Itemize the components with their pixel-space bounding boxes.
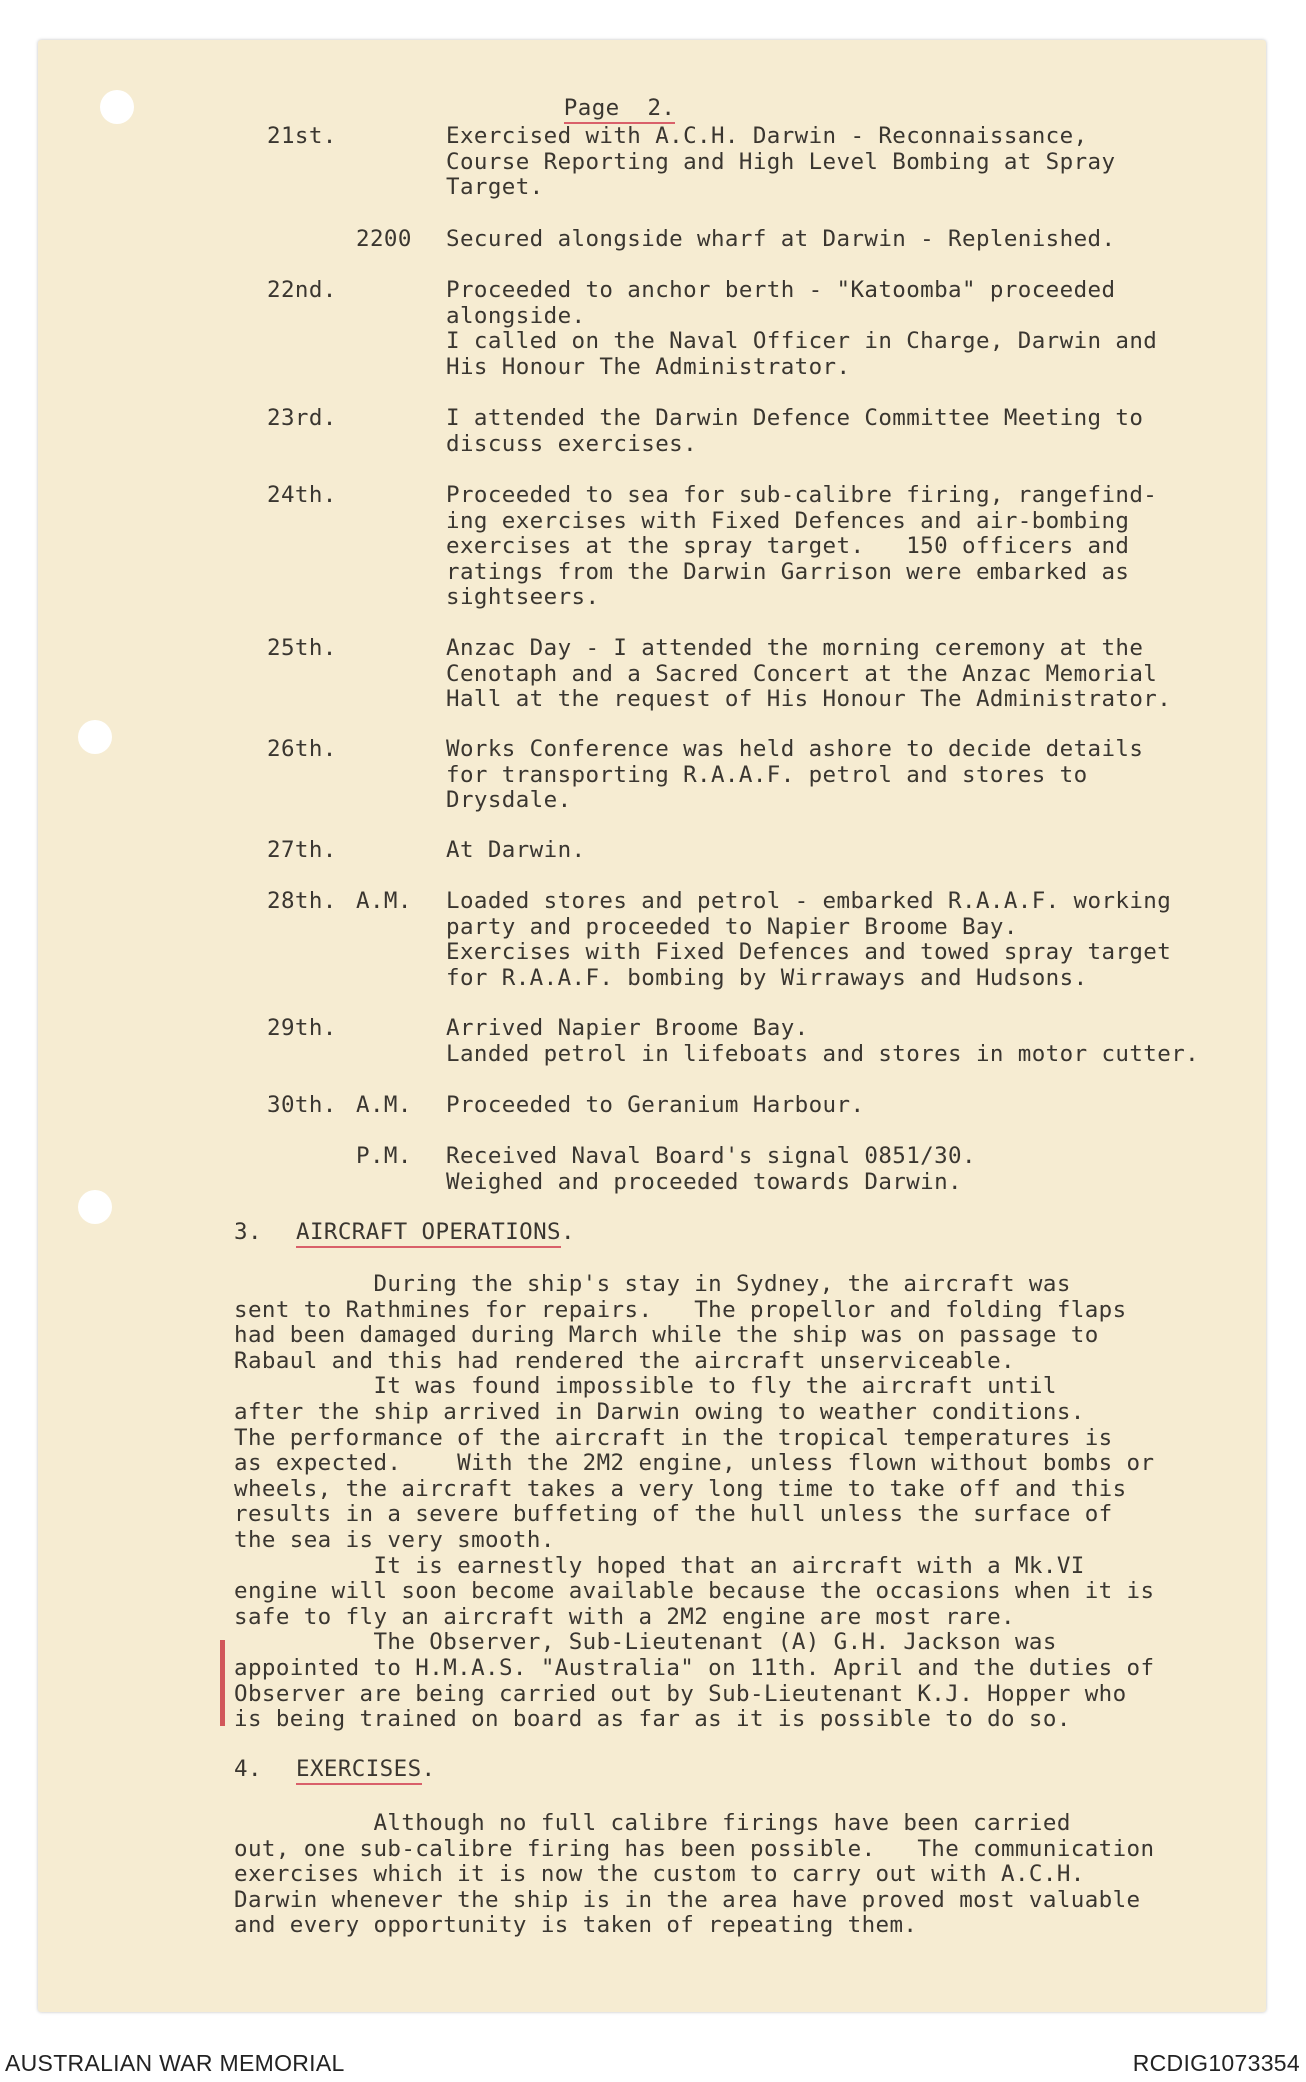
body-line: engine will soon become available because the occasions when it is (234, 1578, 1155, 1605)
body-line: Although no full calibre firings have been carried (234, 1810, 1071, 1836)
diary-line: party and proceeded to Napier Broome Bay. (446, 913, 1018, 940)
body-line: had been damaged during March while the ship was on passage to (234, 1322, 1099, 1349)
diary-line: Weighed and proceeded towards Darwin. (446, 1168, 963, 1195)
section-number: 4. (234, 1756, 262, 1782)
body-line: The Observer, Sub-Lieutenant (A) G.H. Jackson was (234, 1629, 1057, 1656)
diary-line: ratings from the Darwin Garrison were embarked as (446, 558, 1130, 585)
diary-line: Received Naval Board's signal 0851/30. (446, 1143, 976, 1169)
diary-line: Arrived Napier Broome Bay. (446, 1015, 809, 1041)
body-line: results in a severe buffeting of the hull unless the surface of (234, 1501, 1113, 1528)
diary-date: 27th. (267, 837, 337, 863)
body-line: safe to fly an aircraft with a 2M2 engine are most rare. (234, 1603, 1015, 1630)
diary-date: 23rd. (267, 405, 337, 431)
heading-period: . (560, 1219, 575, 1245)
diary-line: Target. (446, 174, 544, 201)
body-line: The performance of the aircraft in the tropical temperatures is (234, 1424, 1113, 1451)
diary-date: 21st. (267, 123, 337, 149)
body-line: During the ship's stay in Sydney, the aircraft was (234, 1271, 1071, 1297)
punch-hole (100, 90, 134, 124)
body-line: after the ship arrived in Darwin owing to weather conditions. (234, 1399, 1085, 1425)
body-line: appointed to H.M.A.S. "Australia" on 11th. April and the duties of (234, 1655, 1155, 1681)
diary-line: sightseers. (446, 584, 600, 611)
section-heading (296, 1757, 435, 1783)
body-line: and every opportunity is taken of repeating them. (234, 1912, 918, 1939)
diary-line: Secured alongside wharf at Darwin - Replenished. (446, 226, 1116, 252)
diary-line: ing exercises with Fixed Defences and air-bombing (446, 507, 1130, 534)
diary-line: I attended the Darwin Defence Committee Meeting to (446, 405, 1144, 431)
diary-line: At Darwin. (446, 837, 586, 863)
body-line: It was found impossible to fly the aircraft until (234, 1373, 1057, 1400)
diary-line: Exercises with Fixed Defences and towed spray target (446, 939, 1172, 966)
diary-date: 25th. (267, 635, 337, 661)
body-line: the sea is very smooth. (234, 1527, 555, 1553)
diary-line: His Honour The Administrator. (446, 353, 851, 380)
diary-time: A.M. (356, 888, 412, 914)
body-line: as expected. With the 2M2 engine, unless flown without bombs or (234, 1450, 1155, 1477)
footer-right: RCDIG1073354 (1132, 2050, 1300, 2076)
diary-line: Loaded stores and petrol - embarked R.A.A.F. working (446, 888, 1172, 914)
heading-period: . (421, 1756, 436, 1782)
diary-date: 29th. (267, 1015, 337, 1041)
diary-time: P.M. (356, 1143, 412, 1169)
body-line: It is earnestly hoped that an aircraft with a Mk.VI (234, 1552, 1085, 1579)
section-heading-text: AIRCRAFT OPERATIONS (296, 1219, 561, 1248)
punch-hole (78, 1190, 112, 1224)
page-heading-text: Page 2. (564, 95, 676, 124)
diary-date: 24th. (267, 482, 337, 508)
diary-line: I called on the Naval Officer in Charge, Darwin and (446, 328, 1158, 355)
diary-line: Course Reporting and High Level Bombing at Spray (446, 148, 1116, 175)
diary-line: Works Conference was held ashore to decide details (446, 736, 1144, 762)
section-number: 3. (234, 1219, 262, 1245)
diary-time: A.M. (356, 1092, 412, 1118)
body-line: is being trained on board as far as it is possible to do so. (234, 1706, 1071, 1733)
diary-line: discuss exercises. (446, 430, 698, 457)
body-line: Darwin whenever the ship is in the area have proved most valuable (234, 1886, 1141, 1913)
diary-date: 22nd. (267, 277, 337, 303)
diary-line: alongside. (446, 302, 586, 329)
diary-line: Drysdale. (446, 787, 572, 814)
diary-date: 26th. (267, 736, 337, 762)
section-heading-text: EXERCISES (296, 1756, 422, 1785)
diary-line: Proceeded to Geranium Harbour. (446, 1092, 865, 1118)
diary-line: for transporting R.A.A.F. petrol and stores to (446, 761, 1088, 788)
diary-line: for R.A.A.F. bombing by Wirraways and Hudsons. (446, 964, 1088, 991)
body-line: out, one sub-calibre firing has been possible. The communication (234, 1835, 1155, 1862)
diary-line: Proceeded to anchor berth - "Katoomba" proceeded (446, 277, 1116, 303)
body-line: Observer are being carried out by Sub-Lieutenant K.J. Hopper who (234, 1680, 1127, 1707)
footer-left: AUSTRALIAN WAR MEMORIAL (5, 2050, 345, 2076)
diary-date: 28th. (267, 888, 337, 914)
diary-line: Hall at the request of His Honour The Administrator. (446, 686, 1172, 713)
section-heading (296, 1220, 575, 1246)
diary-line: Proceeded to sea for sub-calibre firing, rangefind- (446, 482, 1158, 508)
diary-line: Cenotaph and a Sacred Concert at the Anzac Memorial (446, 660, 1158, 687)
diary-line: exercises at the spray target. 150 officers and (446, 533, 1130, 560)
diary-line: Landed petrol in lifeboats and stores in motor cutter. (446, 1040, 1200, 1067)
margin-mark (220, 1640, 225, 1726)
diary-time: 2200 (356, 226, 412, 252)
diary-line: Anzac Day - I attended the morning ceremony at the (446, 635, 1144, 661)
diary-date: 30th. (267, 1092, 337, 1118)
diary-line: Exercised with A.C.H. Darwin - Reconnaissance, (446, 123, 1088, 149)
body-line: wheels, the aircraft takes a very long time to take off and this (234, 1475, 1127, 1502)
body-line: Rabaul and this had rendered the aircraft unserviceable. (234, 1347, 1015, 1374)
body-line: sent to Rathmines for repairs. The propellor and folding flaps (234, 1296, 1127, 1323)
punch-hole (78, 720, 112, 754)
body-line: exercises which it is now the custom to carry out with A.C.H. (234, 1861, 1085, 1888)
